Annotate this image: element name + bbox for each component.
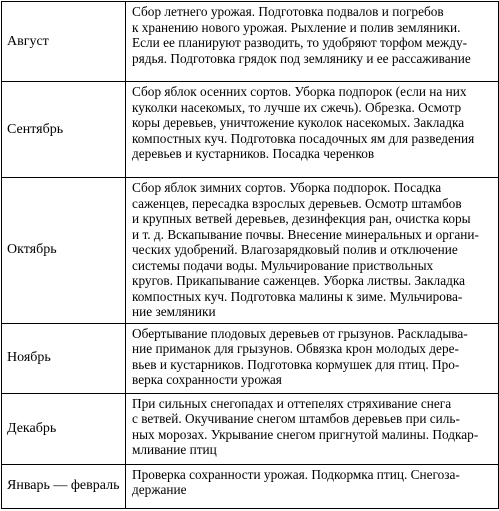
work-text-line: При сильных снегопадах и оттепелях стряхивание снега xyxy=(132,395,452,411)
work-cell xyxy=(126,464,499,508)
month-cell: Октябрь xyxy=(2,178,126,324)
work-cell xyxy=(126,2,499,82)
work-text-line: компостных куч. Подготовка малины к зиме. Мульчирова- xyxy=(132,288,463,304)
month-cell: Ноябрь xyxy=(2,323,126,393)
work-text-line: компостных куч. Подготовка посадочных ям для разведения xyxy=(132,130,475,146)
work-text-line: деревьев и кустарников. Посадка черенков xyxy=(132,146,375,161)
month-cell: Декабрь xyxy=(2,393,126,464)
work-text-line: и т. д. Вскапывание почвы. Внесение минеральных и органи- xyxy=(132,226,479,242)
work-cell xyxy=(126,82,499,178)
work-text-line: Обертывание плодовых деревьев от грызунов. Раскладыва- xyxy=(132,325,468,341)
table-row xyxy=(2,82,499,178)
work-text-line: коры деревьев, уничтожение куколок насекомых. Закладка xyxy=(132,115,465,130)
work-text-line: вьев и кустарников. Подготовка кормушек для птиц. Про- xyxy=(132,356,460,372)
table-row xyxy=(2,393,499,464)
work-cell xyxy=(126,178,499,324)
month-cell: Январь — февраль xyxy=(2,464,126,508)
table-row xyxy=(2,2,499,82)
work-text-line: ние приманок для грызунов. Обвязка крон молодых дере- xyxy=(132,341,459,356)
work-text-line: рядья. Подготовка грядок под землянику и ее рассаживание xyxy=(132,50,471,66)
month-cell: Август xyxy=(2,2,126,82)
work-cell xyxy=(126,323,499,393)
work-text-line: кругов. Прикапывание саженцев. Уборка листвы. Закладка xyxy=(132,273,466,288)
garden-work-calendar-table xyxy=(1,1,499,509)
work-text-line: Сбор летнего урожая. Подготовка подвалов и погребов xyxy=(132,4,444,19)
work-text-line: Если ее планируют разводить, то удобряют торфом междy- xyxy=(132,35,468,50)
work-text-line: держание xyxy=(132,482,187,497)
work-text-line: ческих удобрений. Влагозарядковый полив и отключение xyxy=(132,242,458,257)
work-text-line: Сбор яблок зимних сортов. Уборка подпорок. Посадка xyxy=(132,180,442,195)
table-row xyxy=(2,464,499,508)
work-cell xyxy=(126,393,499,464)
work-text-line: ние земляники xyxy=(132,304,216,319)
work-text-line: Проверка сохранности урожая. Подкормка птиц. Снегоза- xyxy=(132,466,460,482)
work-text-line: Сбор яблок осенних сортов. Уборка подпорок (если на них xyxy=(132,84,467,99)
work-text-line: саженцев, пересадка взрослых деревьев. Осмотр штамбов xyxy=(132,195,462,211)
work-text-line: к хранению нового урожая. Рыхление и полив земляники. xyxy=(132,19,461,35)
table-row xyxy=(2,178,499,324)
work-text-line: и крупных ветвей деревьев, дезинфекция ран, очистка коры xyxy=(132,211,471,226)
work-text-line: мливание птиц xyxy=(132,442,217,457)
work-text-line: куколки насекомых, то лучше их сжечь). Обрезка. Осмотр xyxy=(132,99,462,115)
page xyxy=(1,1,498,509)
work-text-line: верка сохранности урожая xyxy=(132,372,282,387)
work-text-line: с ветвей. Окучивание снегом штамбов деревьев при силь- xyxy=(132,411,460,426)
table-row xyxy=(2,323,499,393)
month-cell: Сентябрь xyxy=(2,82,126,178)
work-text-line: системы подачи воды. Мульчирование приствольных xyxy=(132,257,434,273)
work-text-line: ных морозах. Укрывание снегом пригнутой малины. Подкар- xyxy=(132,426,479,442)
